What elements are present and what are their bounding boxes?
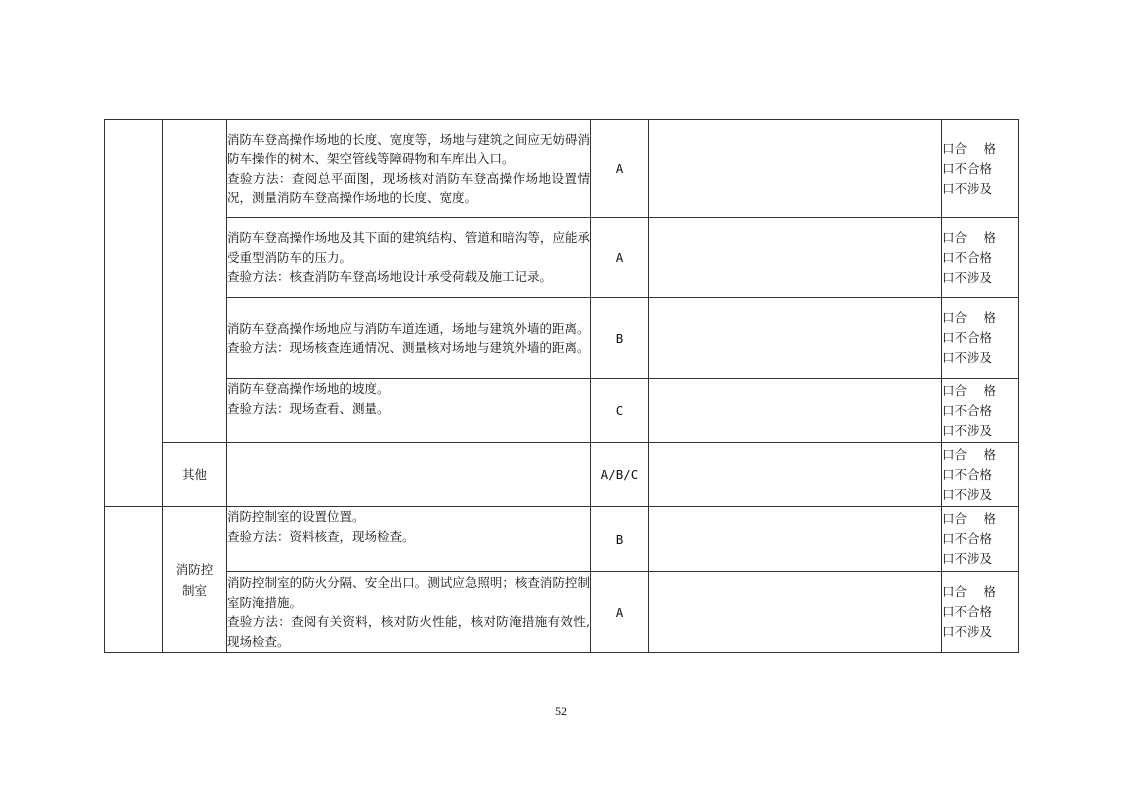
grade-cell: A: [591, 572, 649, 653]
remarks-cell: [649, 572, 942, 653]
section-cell: [105, 507, 163, 653]
grade-cell: A: [591, 120, 649, 218]
requirement-cell: [227, 120, 591, 218]
table-row: [105, 443, 1019, 507]
pass-checkbox[interactable]: 口合 格: [942, 229, 996, 245]
requirement-cell: [227, 507, 591, 572]
not-applicable-checkbox[interactable]: 口不涉及: [942, 624, 993, 639]
grade-cell: A/B/C: [591, 443, 649, 507]
result-options: [942, 507, 1019, 572]
requirement-cell: [227, 298, 591, 379]
fail-checkbox[interactable]: 口不合格: [942, 330, 993, 345]
requirement-cell: [227, 572, 591, 653]
result-options: [942, 572, 1019, 653]
fail-checkbox[interactable]: 口不合格: [942, 604, 993, 619]
fail-checkbox[interactable]: 口不合格: [942, 531, 993, 546]
grade-cell: B: [591, 298, 649, 379]
pass-checkbox[interactable]: 口合 格: [942, 310, 996, 325]
pass-checkbox[interactable]: 口合 格: [942, 382, 996, 398]
method-text: 查验方法：资料核查，现场检查。: [227, 528, 415, 544]
requirement-text: 消防控制室的设置位置。: [227, 509, 365, 524]
table-row: [105, 218, 1019, 298]
result-options: [942, 298, 1019, 379]
method-text: 查验方法：查阅有关资料，核对防火性能，核对防淹措施有效性,现场检查。: [227, 614, 590, 649]
requirement-text: 消防车登高操作场地及其下面的建筑结构、管道和暗沟等，应能承受重型消防车的压力。: [227, 230, 590, 265]
fail-checkbox[interactable]: 口不合格: [942, 160, 993, 176]
not-applicable-checkbox[interactable]: 口不涉及: [942, 486, 993, 502]
table-row: [105, 298, 1019, 379]
requirement-cell: [227, 379, 591, 443]
grade-cell: A: [591, 218, 649, 298]
category-line: 制室: [181, 582, 207, 598]
method-text: 查验方法：核查消防车登高场地设计承受荷载及施工记录。: [227, 269, 553, 285]
inspection-table: [104, 119, 1019, 653]
requirement-text: 消防车登高操作场地应与消防车道连通，场地与建筑外墙的距离。: [227, 320, 590, 336]
category-cell: [163, 120, 227, 443]
category-other: 其他: [163, 443, 227, 507]
remarks-cell: [649, 120, 942, 218]
result-options: [942, 218, 1019, 298]
pass-checkbox[interactable]: 口合 格: [942, 584, 996, 599]
pass-checkbox[interactable]: 口合 格: [942, 140, 996, 156]
remarks-cell: [649, 379, 942, 443]
pass-checkbox[interactable]: 口合 格: [942, 446, 996, 462]
result-options: [942, 379, 1019, 443]
table-row: [105, 507, 1019, 572]
method-text: 查验方法：现场核查连通情况、测量核对场地与建筑外墙的距离。: [227, 340, 590, 355]
remarks-cell: [649, 507, 942, 572]
fail-checkbox[interactable]: 口不合格: [942, 249, 993, 265]
remarks-cell: [649, 218, 942, 298]
not-applicable-checkbox[interactable]: 口不涉及: [942, 350, 993, 365]
category-line: 消防控: [175, 561, 214, 577]
not-applicable-checkbox[interactable]: 口不涉及: [942, 180, 993, 196]
requirement-cell: [227, 443, 591, 507]
method-text: 查验方法：查阅总平面图，现场核对消防车登高操作场地设置情况，测量消防车登高操作场地的长度、宽度。: [227, 170, 590, 205]
requirement-text: 消防车登高操作场地的长度、宽度等，场地与建筑之间应无妨碍消防车操作的树木、架空管线等障碍物和车库出入口。: [227, 131, 590, 166]
method-text: 查验方法：现场查看、测量。: [227, 400, 390, 416]
remarks-cell: [649, 298, 942, 379]
table-row: [105, 572, 1019, 653]
grade-cell: B: [591, 507, 649, 572]
requirement-text: 消防车登高操作场地的坡度。: [227, 381, 390, 396]
fail-checkbox[interactable]: 口不合格: [942, 402, 993, 418]
table-row: [105, 120, 1019, 218]
requirement-text: 消防控制室的防火分隔、安全出口。测试应急照明；核查消防控制室防淹措施。: [227, 575, 590, 610]
category-control-room: [163, 507, 227, 653]
pass-checkbox[interactable]: 口合 格: [942, 511, 996, 526]
result-options: [942, 120, 1019, 218]
fail-checkbox[interactable]: 口不合格: [942, 466, 993, 482]
section-cell: [105, 120, 163, 507]
remarks-cell: [649, 443, 942, 507]
grade-cell: C: [591, 379, 649, 443]
not-applicable-checkbox[interactable]: 口不涉及: [942, 269, 993, 285]
requirement-cell: [227, 218, 591, 298]
page-number: 52: [555, 704, 567, 718]
not-applicable-checkbox[interactable]: 口不涉及: [942, 422, 993, 438]
table-row: [105, 379, 1019, 443]
not-applicable-checkbox[interactable]: 口不涉及: [942, 551, 993, 566]
result-options: [942, 443, 1019, 507]
